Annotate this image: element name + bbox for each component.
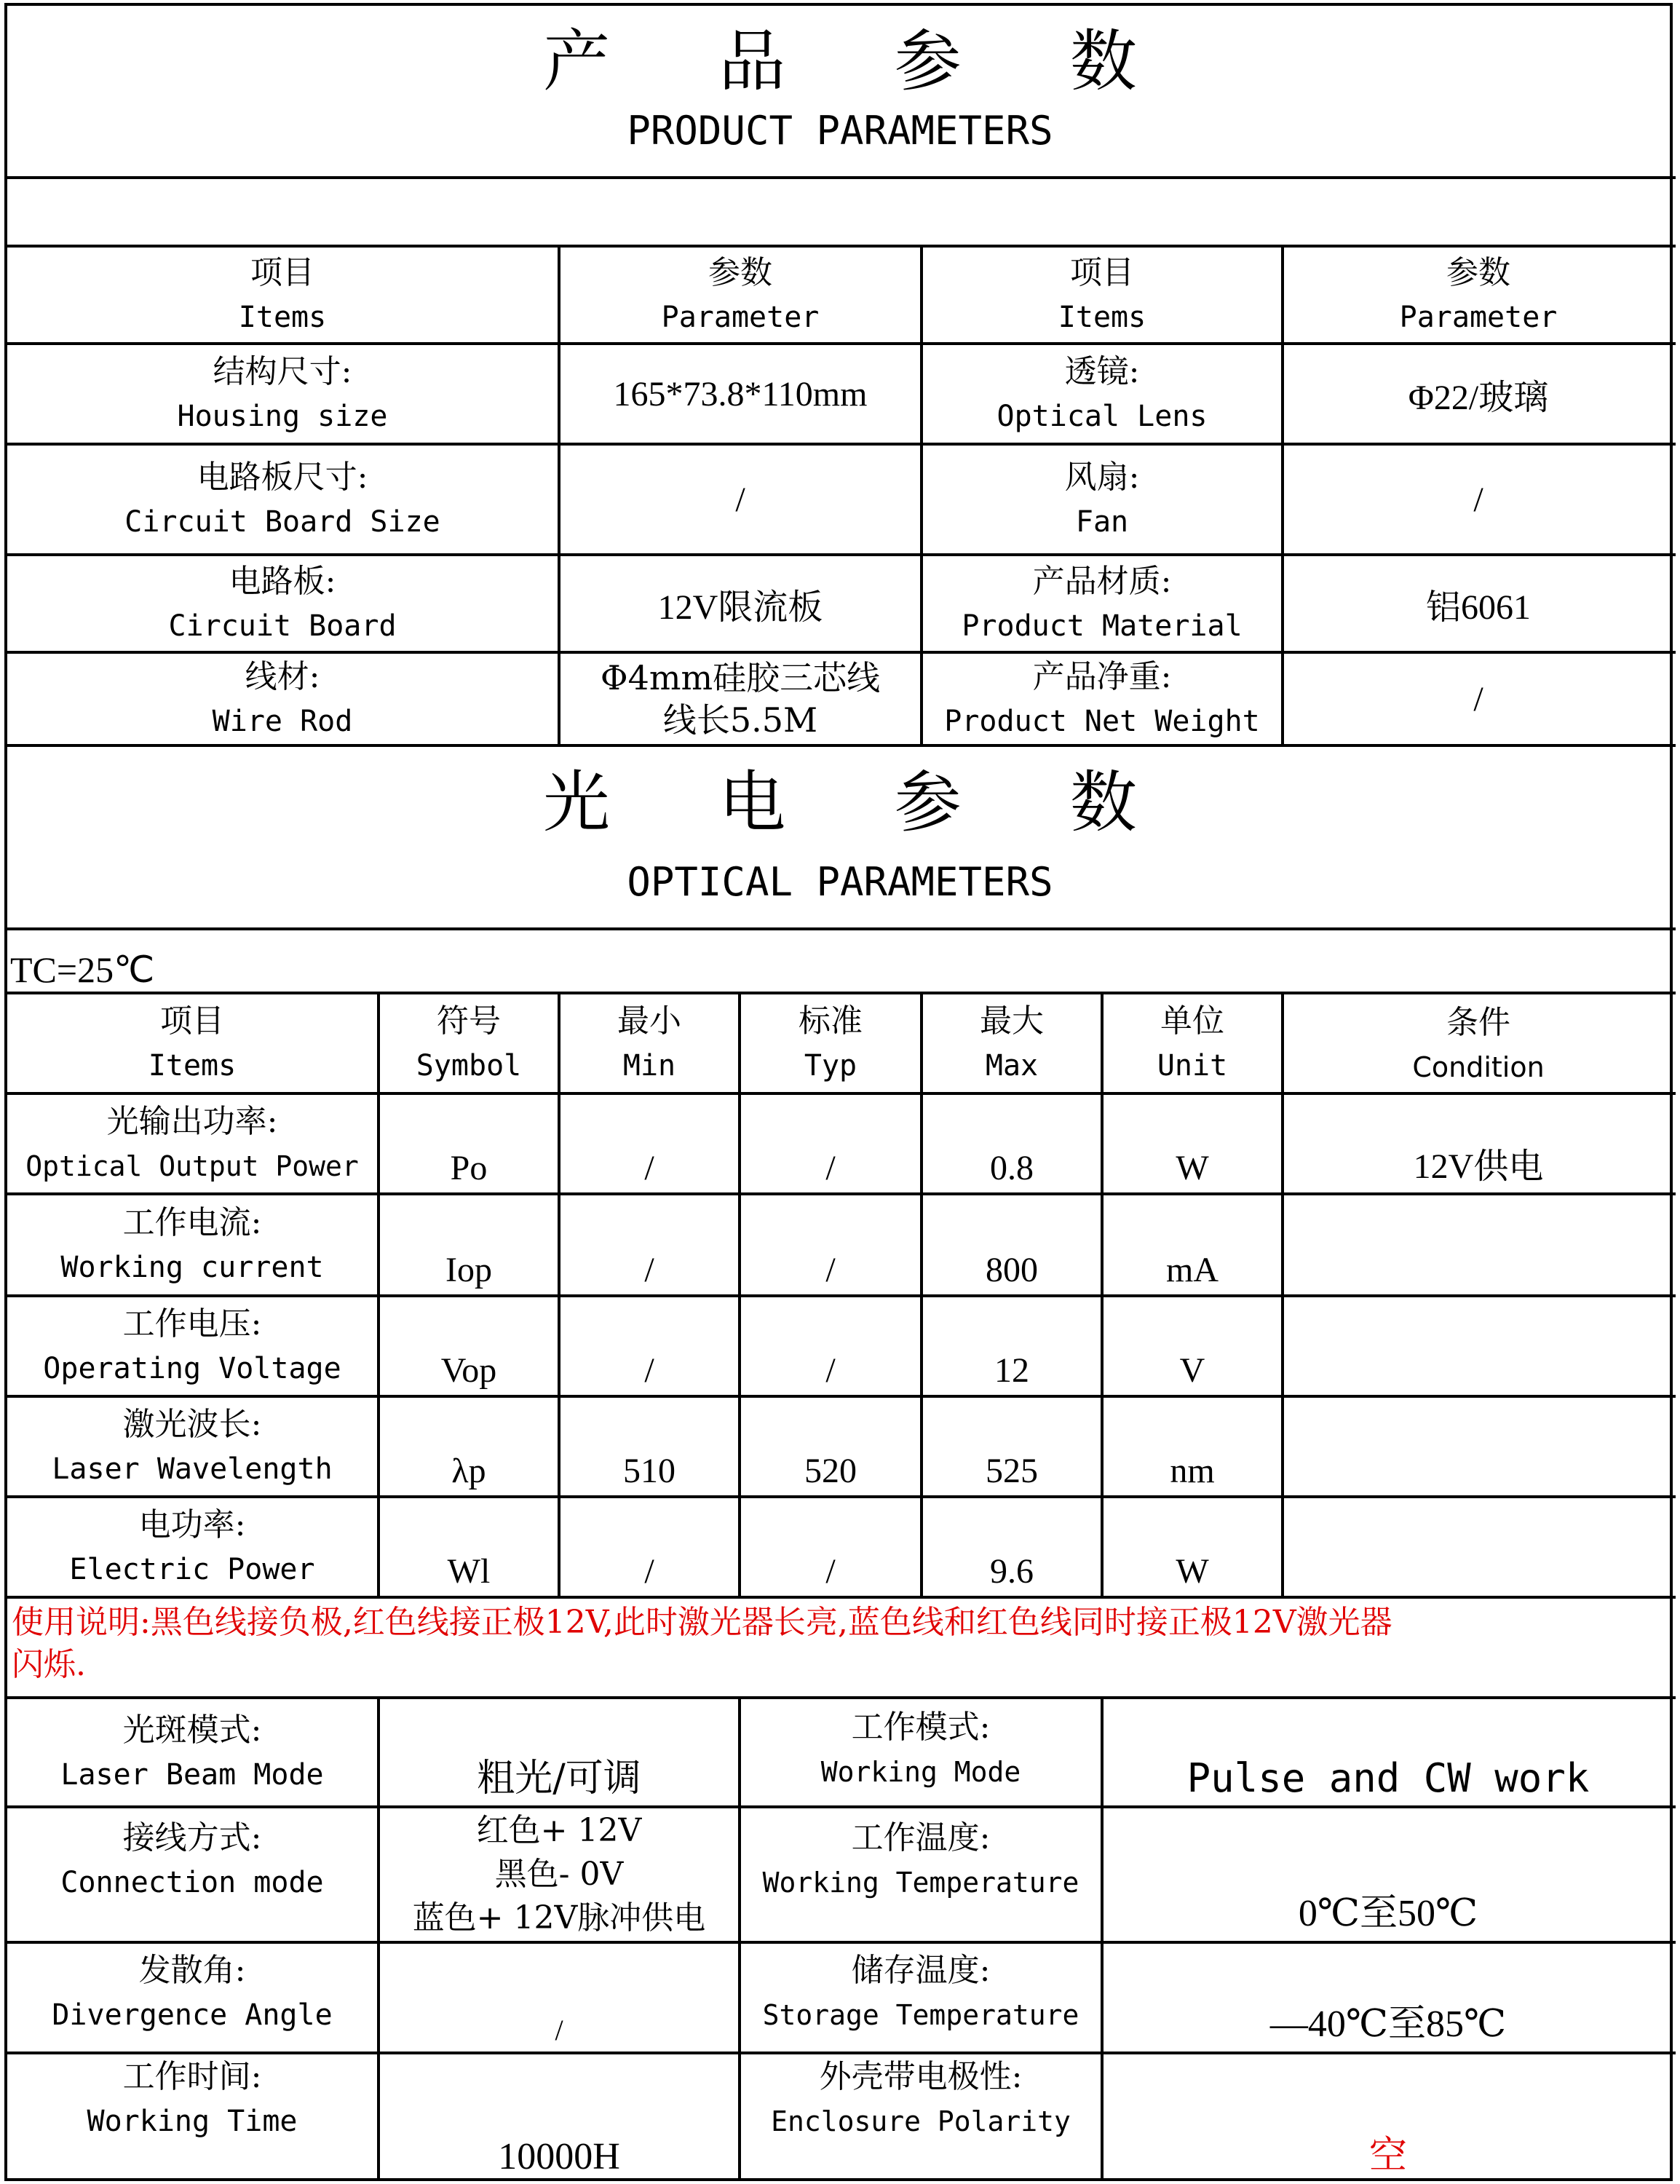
optical-min-electric-power: / [644, 1552, 654, 1591]
product-value-net-weight: / [1473, 679, 1483, 719]
optical-symbol-wavelength: λp [451, 1452, 486, 1490]
optical-header-symbol: 符号 Symbol [416, 1002, 522, 1083]
optical-title-block [7, 747, 1673, 927]
misc-label-working-time: 工作时间: Working Time [87, 2058, 298, 2138]
misc-label-beam-mode: 光斑模式: Laser Beam Mode [60, 1712, 324, 1792]
optical-label-electric-power: 电功率: Electric Power [69, 1506, 315, 1586]
optical-min-output-power: / [644, 1149, 654, 1187]
rule [4, 176, 1676, 179]
product-header-param-right: 参数 Parameter [1399, 254, 1558, 334]
misc-label-enclosure-polarity: 外壳带电极性: Enclosure Polarity [771, 2058, 1071, 2137]
optical-unit-wavelength: nm [1170, 1452, 1215, 1490]
usage-notice-line2: 闪烁. [12, 1646, 86, 1683]
product-label-fan: 风扇: Fan [1064, 459, 1140, 539]
misc-value-connection: 红色+ 12V 黑色- 0V 蓝色+ 12V脉冲供电 [412, 1812, 706, 1936]
product-label-optical-lens: 透镜: Optical Lens [996, 353, 1208, 433]
optical-max-operating-voltage: 12 [994, 1351, 1029, 1390]
optical-condition-wavelength [1284, 1398, 1673, 1495]
misc-label-connection: 接线方式: Connection mode [60, 1819, 324, 1899]
optical-min-working-current: / [644, 1251, 654, 1289]
optical-typ-operating-voltage: / [825, 1351, 836, 1390]
optical-max-electric-power: 9.6 [990, 1552, 1034, 1591]
optical-unit-working-current: mA [1166, 1251, 1219, 1289]
optical-symbol-output-power: Po [450, 1149, 488, 1187]
usage-notice [12, 1602, 1671, 1695]
optical-condition-working-current [1284, 1195, 1673, 1294]
product-header-items-right: 项目 Items [1058, 254, 1146, 334]
optical-condition-operating-voltage [1284, 1297, 1673, 1395]
optical-header-unit: 单位 Unit [1157, 1002, 1228, 1083]
misc-label-working-temperature: 工作温度: Working Temperature [762, 1819, 1079, 1899]
optical-header-max: 最大 Max [980, 1002, 1044, 1083]
optical-title-en: OPTICAL PARAMETERS [627, 859, 1053, 905]
optical-typ-electric-power: / [825, 1552, 836, 1591]
product-title-zh: 产 品 参 数 [543, 23, 1181, 100]
product-value-circuit-board-size: / [735, 480, 745, 519]
optical-label-output-power: 光输出功率: Optical Output Power [25, 1103, 359, 1182]
optical-header-items: 项目 Items [148, 1002, 237, 1083]
misc-value-working-temperature: 0℃至50℃ [1298, 1893, 1478, 1934]
misc-value-beam-mode: 粗光/可调 [477, 1757, 641, 1800]
tc-condition: TC=25℃ [10, 949, 155, 990]
product-title-block [7, 6, 1673, 176]
product-label-circuit-board: 电路板: Circuit Board [168, 563, 397, 643]
misc-value-working-time: 10000H [498, 2136, 620, 2177]
optical-symbol-operating-voltage: Vop [440, 1351, 497, 1390]
misc-value-working-mode: Pulse and CW work [1186, 1755, 1590, 1801]
optical-max-output-power: 0.8 [990, 1149, 1034, 1187]
product-label-net-weight: 产品净重: Product Net Weight [944, 658, 1260, 738]
product-label-material: 产品材质: Product Material [962, 563, 1243, 643]
product-label-circuit-board-size: 电路板尺寸: Circuit Board Size [124, 459, 440, 539]
optical-max-working-current: 800 [986, 1251, 1038, 1289]
optical-header-typ: 标准 Typ [799, 1002, 863, 1083]
optical-unit-electric-power: W [1176, 1552, 1209, 1591]
product-title-en: PRODUCT PARAMETERS [627, 108, 1053, 154]
misc-value-enclosure-polarity: 空 [1368, 2134, 1407, 2177]
optical-symbol-working-current: Iop [445, 1251, 492, 1289]
optical-condition-output-power: 12V供电 [1413, 1147, 1544, 1186]
optical-label-operating-voltage: 工作电压: Operating Voltage [43, 1305, 341, 1385]
optical-unit-operating-voltage: V [1179, 1351, 1205, 1390]
product-value-fan: / [1473, 480, 1483, 519]
optical-header-condition: 条件 Condition [1412, 1004, 1545, 1083]
misc-label-divergence: 发散角: Divergence Angle [52, 1952, 333, 2032]
optical-label-wavelength: 激光波长: Laser Wavelength [52, 1406, 333, 1486]
optical-min-wavelength: 510 [623, 1452, 675, 1490]
optical-title-zh: 光 电 参 数 [543, 764, 1181, 842]
optical-typ-output-power: / [825, 1149, 836, 1187]
product-value-wire-rod: Φ4mm硅胶三芯线 线长5.5M [600, 658, 881, 740]
optical-unit-output-power: W [1176, 1149, 1209, 1187]
product-value-material: 铝6061 [1425, 587, 1531, 627]
product-value-optical-lens: Φ22/玻璃 [1408, 378, 1549, 417]
optical-condition-electric-power [1284, 1498, 1673, 1596]
product-value-housing-size: 165*73.8*110mm [613, 374, 868, 414]
optical-header-min: 最小 Min [617, 1002, 681, 1083]
rule [4, 1596, 1676, 1599]
product-header-items-left: 项目 Items [238, 254, 327, 334]
product-label-housing-size: 结构尺寸: Housing size [177, 353, 388, 433]
optical-label-working-current: 工作电流: Working current [60, 1204, 324, 1284]
product-label-wire-rod: 线材: Wire Rod [212, 658, 353, 738]
optical-typ-working-current: / [825, 1251, 836, 1289]
misc-value-storage-temperature: —40℃至85℃ [1269, 2003, 1507, 2045]
product-value-circuit-board: 12V限流板 [657, 587, 823, 627]
usage-notice-line1: 使用说明:黑色线接负极,红色线接正极12V,此时激光器长亮,蓝色线和红色线同时接正极12V激光器 [12, 1604, 1392, 1641]
optical-max-wavelength: 525 [986, 1452, 1038, 1490]
misc-label-working-mode: 工作模式: Working Mode [820, 1709, 1021, 1788]
misc-value-divergence: / [555, 2014, 563, 2046]
optical-min-operating-voltage: / [644, 1351, 654, 1390]
optical-typ-wavelength: 520 [804, 1452, 857, 1490]
product-header-param-left: 参数 Parameter [661, 254, 820, 334]
optical-symbol-electric-power: Wl [447, 1552, 491, 1591]
misc-label-storage-temperature: 储存温度: Storage Temperature [762, 1952, 1079, 2031]
